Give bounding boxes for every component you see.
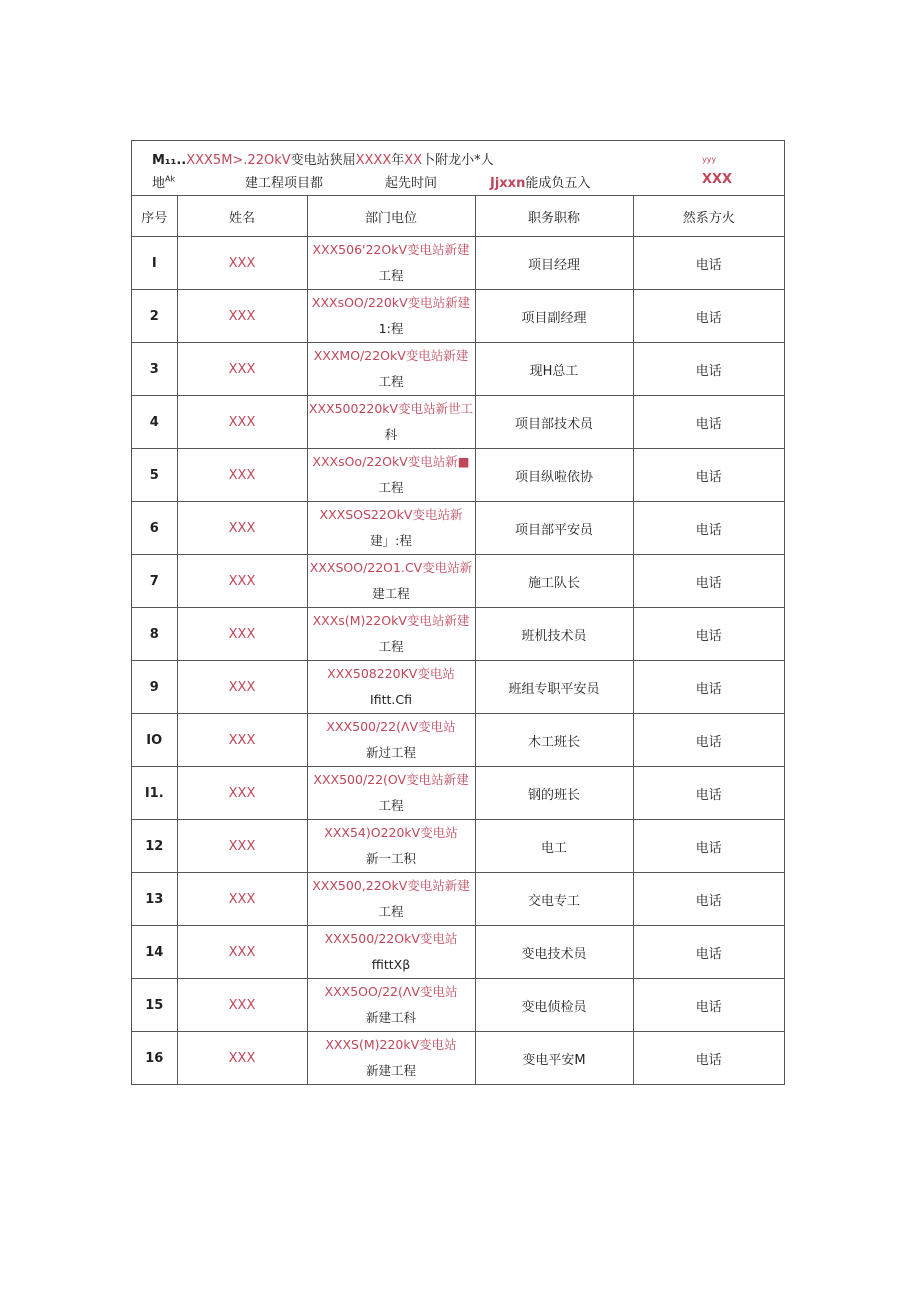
row-dept-line-1: XXXSOO/22O1.CV变电站新 [309, 560, 473, 575]
table-row [132, 555, 784, 608]
row-dept-line-2: 建工程 [372, 586, 410, 601]
row-role: 项目副经理 [475, 290, 633, 343]
row-contact: 电话 [633, 449, 784, 502]
table-row [132, 714, 784, 767]
row-seq: 2 [132, 290, 177, 343]
row-dept-line-2: 工程 [378, 904, 404, 919]
row-dept-line-2: 工程 [378, 268, 404, 283]
row-contact: 电话 [633, 1032, 784, 1085]
row-seq: 9 [132, 661, 177, 714]
row-dept-line-1: XXX54)O220kV变电站 [324, 825, 458, 840]
row-dept-line-1: XXXsOO/220kV变电站新建 [311, 295, 471, 310]
row-name: XXX [177, 608, 307, 661]
row-dept-line-1: XXXs(M)22OkV变电站新建 [312, 613, 470, 628]
row-seq: 5 [132, 449, 177, 502]
table-row [132, 396, 784, 449]
row-contact: 电话 [633, 290, 784, 343]
col-name: 姓名 [177, 196, 307, 237]
row-contact: 电话 [633, 767, 784, 820]
header-lead: M₁₁.. [152, 153, 187, 168]
row-dept-line-2: Ifitt.Cfi [370, 692, 412, 707]
row-role: 电工 [475, 820, 633, 873]
row-dept-line-1: XXX500220kV变电站新世工 [308, 401, 474, 416]
row-dept-line-2: 工程 [378, 374, 404, 389]
row-name: XXX [177, 237, 307, 290]
contact-sheet [131, 140, 785, 1085]
row-dept-line-2: 新过工程 [365, 745, 416, 760]
row-role: 施工队长 [475, 555, 633, 608]
row-dept [307, 661, 475, 714]
row-dept-line-1: XXX506'22OkV变电站新建 [312, 242, 470, 257]
row-dept-line-1: XXX500/22(ΛV变电站 [326, 719, 456, 734]
row-contact: 电话 [633, 396, 784, 449]
row-seq: 8 [132, 608, 177, 661]
sheet-header [132, 141, 784, 196]
table-row [132, 502, 784, 555]
row-dept-line-2: 工程 [378, 480, 404, 495]
row-dept [307, 449, 475, 502]
row-name: XXX [177, 1032, 307, 1085]
header-responsible-text: 能成负五入 [525, 176, 591, 191]
row-contact: 电话 [633, 555, 784, 608]
contact-table [132, 196, 784, 1084]
row-name: XXX [177, 873, 307, 926]
row-name: XXX [177, 926, 307, 979]
row-name: XXX [177, 767, 307, 820]
row-dept-line-1: XXXS(M)220kV变电站 [325, 1037, 457, 1052]
row-contact: 电话 [633, 714, 784, 767]
row-dept-line-1: XXXSOS22OkV变电站新 [319, 507, 463, 522]
row-dept [307, 820, 475, 873]
row-name: XXX [177, 979, 307, 1032]
row-role: 项目经理 [475, 237, 633, 290]
header-site-sup: Ak [165, 174, 176, 184]
row-role: 项目部技术员 [475, 396, 633, 449]
row-dept [307, 873, 475, 926]
row-role: 班组专职平安员 [475, 661, 633, 714]
row-dept-line-1: XXX500,22OkV变电站新建 [312, 878, 470, 893]
row-dept-line-1: XXX500/22OkV变电站 [324, 931, 458, 946]
row-role: 变电技术员 [475, 926, 633, 979]
col-dept: 部门电位 [307, 196, 475, 237]
table-row [132, 926, 784, 979]
row-contact: 电话 [633, 926, 784, 979]
table-row [132, 1032, 784, 1085]
row-dept [307, 502, 475, 555]
row-dept-line-2: 建」:程 [370, 533, 412, 548]
row-seq: 15 [132, 979, 177, 1032]
header-year-code: XXXX [355, 153, 392, 168]
row-dept [307, 608, 475, 661]
row-dept [307, 926, 475, 979]
row-dept-line-1: XXX5OO/22(ΛV变电站 [324, 984, 458, 999]
row-dept [307, 343, 475, 396]
header-month-code: XX [404, 153, 423, 168]
row-role: 木工班长 [475, 714, 633, 767]
table-row [132, 343, 784, 396]
row-seq: 7 [132, 555, 177, 608]
row-dept [307, 767, 475, 820]
header-responsible-code: Jjxxn [490, 176, 526, 191]
row-contact: 电话 [633, 873, 784, 926]
col-contact: 然系方火 [633, 196, 784, 237]
row-contact: 电话 [633, 502, 784, 555]
row-contact: 电话 [633, 820, 784, 873]
table-row [132, 290, 784, 343]
row-role: 班机技术员 [475, 608, 633, 661]
col-seq: 序号 [132, 196, 177, 237]
row-name: XXX [177, 396, 307, 449]
row-contact: 电话 [633, 979, 784, 1032]
row-dept [307, 979, 475, 1032]
row-contact: 电话 [633, 608, 784, 661]
row-role: 钢的班长 [475, 767, 633, 820]
row-seq: 6 [132, 502, 177, 555]
row-name: XXX [177, 661, 307, 714]
row-dept-line-2: ffittXβ [371, 957, 411, 972]
row-dept-line-2: 新建工程 [365, 1063, 416, 1078]
table-body [132, 237, 784, 1085]
row-role: 项目部平安员 [475, 502, 633, 555]
row-dept [307, 1032, 475, 1085]
row-contact: 电话 [633, 343, 784, 396]
row-contact: 电话 [633, 237, 784, 290]
header-text-c: 卜附龙小*人 [422, 153, 494, 168]
row-name: XXX [177, 820, 307, 873]
row-dept [307, 237, 475, 290]
row-role: 变电侦检员 [475, 979, 633, 1032]
header-start-time: 起先时间 [385, 176, 438, 191]
row-contact: 电话 [633, 661, 784, 714]
header-dept: 建工程项目都 [245, 176, 324, 191]
header-text-a: 变电站狭屈 [290, 153, 356, 168]
row-seq: 16 [132, 1032, 177, 1085]
row-seq: 4 [132, 396, 177, 449]
table-row [132, 767, 784, 820]
row-dept [307, 714, 475, 767]
table-header-row [132, 196, 784, 237]
header-site-label [152, 172, 175, 191]
row-name: XXX [177, 343, 307, 396]
table-row [132, 237, 784, 290]
header-responsible [490, 172, 590, 191]
row-name: XXX [177, 290, 307, 343]
row-dept [307, 555, 475, 608]
row-dept-line-1: XXXMO/22OkV变电站新建 [313, 348, 469, 363]
table-row [132, 661, 784, 714]
row-seq: 3 [132, 343, 177, 396]
row-dept-line-2: 新建工科 [365, 1010, 416, 1025]
row-dept-line-2: 1:程 [378, 321, 404, 336]
table-row [132, 820, 784, 873]
header-corner-small: yyy [702, 155, 717, 164]
row-name: XXX [177, 449, 307, 502]
row-seq: 12 [132, 820, 177, 873]
row-seq: 14 [132, 926, 177, 979]
row-name: XXX [177, 714, 307, 767]
row-dept-line-1: XXX500/22(OV变电站新建 [313, 772, 469, 787]
row-dept-line-1: XXXsOo/22OkV变电站新■ [312, 454, 470, 469]
row-dept [307, 396, 475, 449]
header-text-b: 年 [391, 153, 405, 168]
header-responsible-name: XXX [702, 172, 733, 187]
table-row [132, 449, 784, 502]
row-seq: 13 [132, 873, 177, 926]
row-seq: I1. [132, 767, 177, 820]
row-role: 变电平安M [475, 1032, 633, 1085]
header-line-1 [152, 149, 494, 168]
row-dept-line-2: 工程 [378, 798, 404, 813]
header-site-text: 地 [152, 176, 166, 191]
row-name: XXX [177, 502, 307, 555]
row-dept-line-2: 工程 [378, 639, 404, 654]
row-dept-line-2: 新一工积 [365, 851, 416, 866]
table-row [132, 608, 784, 661]
row-seq: IO [132, 714, 177, 767]
row-dept [307, 290, 475, 343]
header-project-code: XXX5M>.22OkV [186, 153, 291, 168]
table-row [132, 873, 784, 926]
row-role: 交电专工 [475, 873, 633, 926]
table-row [132, 979, 784, 1032]
row-seq: I [132, 237, 177, 290]
row-name: XXX [177, 555, 307, 608]
row-dept-line-1: XXX508220KV变电站 [327, 666, 455, 681]
row-role: 现H总工 [475, 343, 633, 396]
col-role: 职务职称 [475, 196, 633, 237]
row-dept-line-2: 科 [384, 427, 398, 442]
row-role: 项目纵啦依协 [475, 449, 633, 502]
